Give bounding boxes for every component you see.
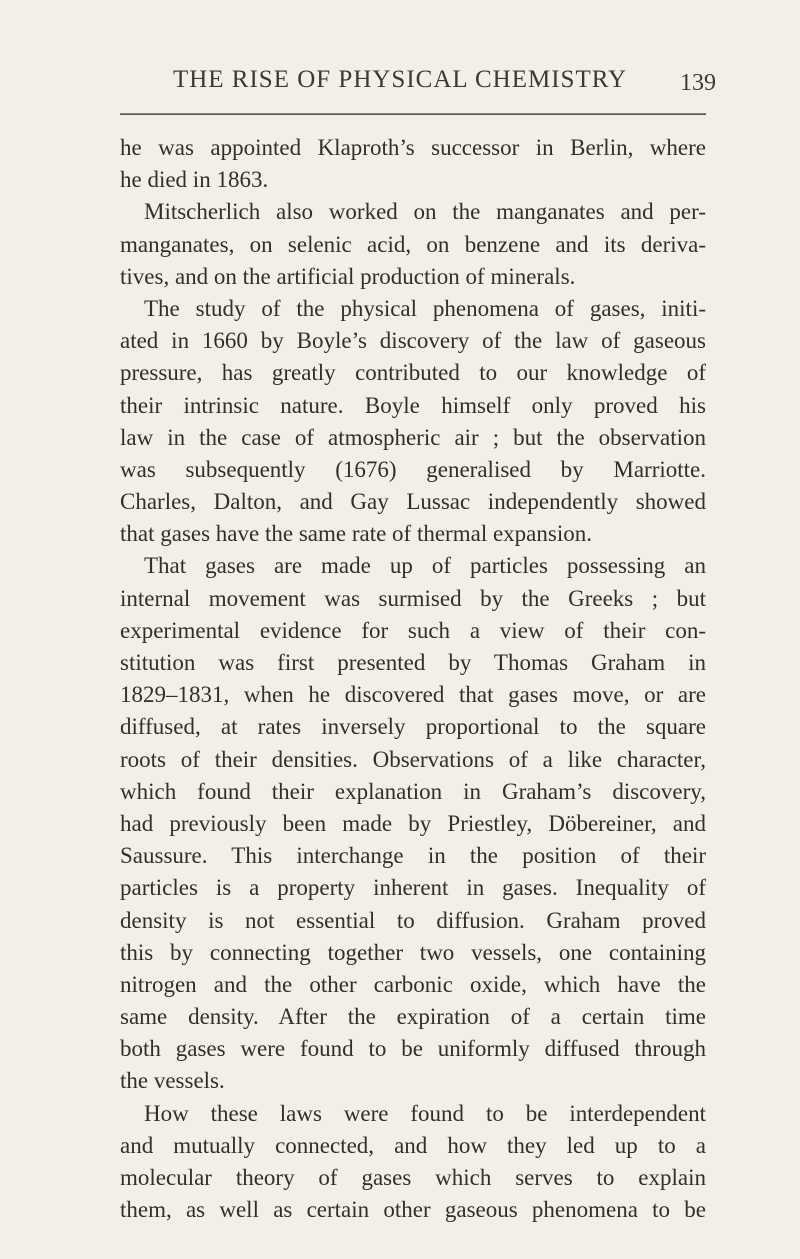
text-line: Saussure. This interchange in the position of their — [120, 843, 706, 869]
text-line: molecular theory of gases which serves to explain — [120, 1165, 706, 1190]
page-header — [0, 66, 800, 106]
body-text — [120, 132, 706, 1226]
text-line: the vessels. — [120, 1068, 225, 1094]
page-number: 139 — [680, 70, 716, 96]
text-line: them, as well as certain other gaseous phenomena to be — [120, 1197, 706, 1223]
text-line: was subsequently (1676) generalised by Marriotte. — [120, 456, 706, 482]
text-line: pressure, has greatly contributed to our knowledge of — [120, 360, 706, 386]
text-line: that gases have the same rate of thermal expansion. — [120, 521, 592, 547]
text-line: law in the case of atmospheric air ; but the observation — [120, 424, 706, 450]
text-line: had previously been made by Priestley, Döbereiner, and — [120, 810, 706, 836]
text-line: nitrogen and the other carbonic oxide, which have the — [120, 971, 706, 997]
text-line: ated in 1660 by Boyle’s discovery of the law of gaseous — [120, 328, 706, 354]
text-line: which found their explanation in Graham’s discovery, — [120, 778, 706, 804]
text-line: particles is a property inherent in gases. Inequality of — [120, 875, 706, 901]
header-rule — [120, 114, 706, 115]
text-line: density is not essential to diffusion. Graham proved — [120, 907, 706, 933]
text-line: Charles, Dalton, and Gay Lussac independently showed — [120, 489, 706, 515]
text-line: That gases are made up of particles possessing an — [144, 553, 706, 579]
text-line: experimental evidence for such a view of their con- — [120, 617, 706, 643]
text-line: The study of the physical phenomena of gases, initi- — [144, 295, 706, 321]
text-line: and mutually connected, and how they led up to a — [120, 1132, 706, 1158]
text-line: he was appointed Klaproth’s successor in Berlin, where — [120, 135, 706, 160]
text-line: 1829–1831, when he discovered that gases move, or are — [120, 682, 706, 708]
text-line: same density. After the expiration of a certain time — [120, 1004, 706, 1030]
text-line: diffused, at rates inversely proportional to the square — [120, 714, 706, 740]
text-line: he died in 1863. — [120, 167, 269, 193]
text-line: this by connecting together two vessels, one containing — [120, 939, 706, 965]
text-line: internal movement was surmised by the Greeks ; but — [120, 585, 706, 611]
text-line: Mitscherlich also worked on the manganates and per- — [144, 199, 706, 225]
text-line: tives, and on the artificial production of minerals. — [120, 263, 576, 289]
text-line: their intrinsic nature. Boyle himself only proved his — [120, 392, 706, 418]
text-line: both gases were found to be uniformly diffused through — [120, 1036, 706, 1062]
running-title: THE RISE OF PHYSICAL CHEMISTRY — [172, 66, 628, 93]
text-line: manganates, on selenic acid, on benzene and its deriva- — [120, 231, 706, 257]
text-line: roots of their densities. Observations of a like character, — [120, 746, 706, 772]
text-line: stitution was first presented by Thomas Graham in — [120, 650, 706, 675]
text-line: How these laws were found to be interdependent — [144, 1100, 706, 1126]
